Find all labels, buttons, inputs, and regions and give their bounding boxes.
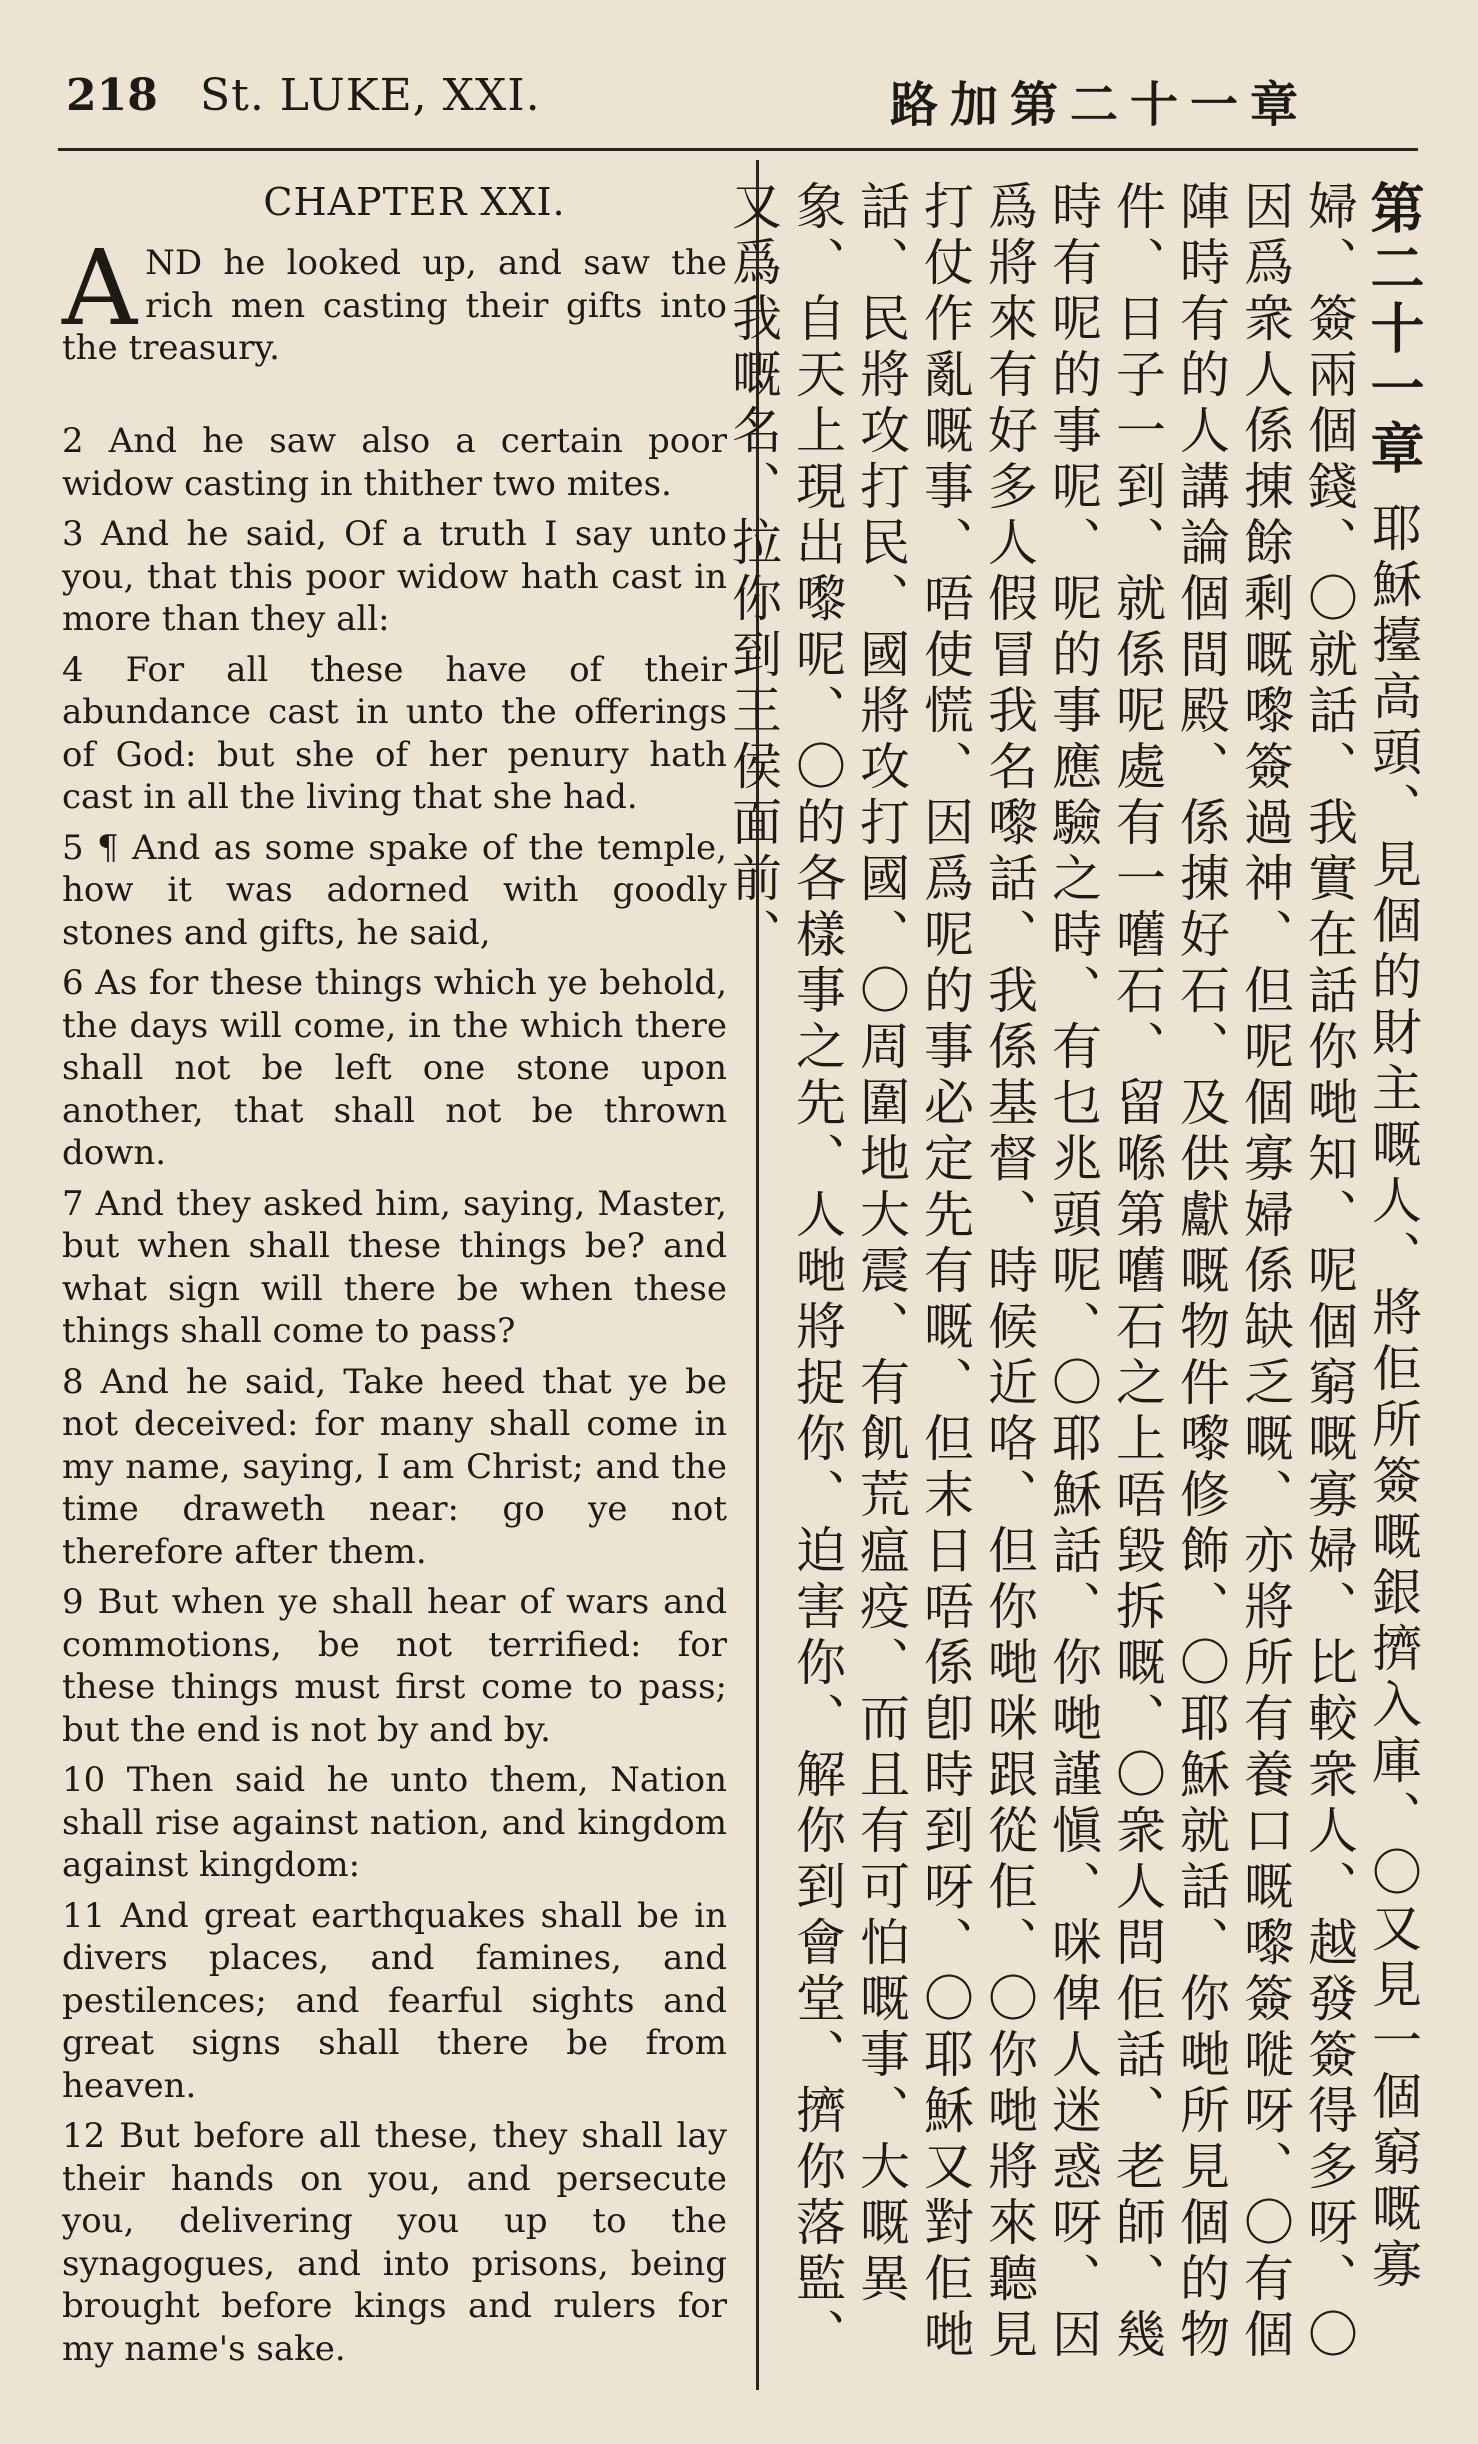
running-title: St. LUKE, XXI. — [200, 70, 541, 121]
chinese-text: 耶穌擡高頭、見個的財主嘅人、將佢所簽嘅銀擠入庫、〇又見一個窮嘅寡婦、簽兩個錢、〇就話、我實在話你哋知、呢個窮嘅寡婦、比較衆人、越發簽得多呀、〇因爲衆人係㨂餘剩嘅嚟簽過神、但呢個寡婦係缺乏嘅、亦將所有養口嘅嚟簽嘥呀、〇有個陣時有的人講論個間殿、係㨂好石、及供獻嘅物件嚟修飾、〇耶穌就話、你哋所見個的物件、日子一到、就係呢處有一嚿石、留喺第嚿石之上唔毀拆嘅、〇衆人問佢話、老師、幾時有呢的事呢、呢的事應驗之時、有乜兆頭呢、〇耶穌話、你哋謹愼、咪俾人迷惑呀、因爲將來有好多人假冒我名嚟話、我係基督、時候近咯、但你哋咪跟從佢、〇你哋將來聽見打仗作亂嘅事、唔使慌、因爲呢的事必定先有嘅、但末日唔係卽時到呀、〇耶穌又對佢哋話、民將攻打民、國將攻打國、〇周圍地大震、有飢荒瘟疫、而且有可怕嘅事、大嘅異象、自天上現出嚟呢、〇的各樣事之先、人哋將捉你、迫害你、解你到會堂、擠你落監、又爲我嘅名、拉你到王侯面前、 — [724, 180, 1422, 2364]
verse-4: 4 For all these have of their abundance cast in unto the offerings of God: but she of her penury hath cast in all the living that she had. — [62, 649, 727, 817]
verse-9: 9 But when ye shall hear of wars and commotions, be not terrified: for these things must first come to pass; but the end is not by and by. — [62, 1582, 727, 1750]
chinese-column — [724, 180, 1425, 2380]
verse-11: 11 And great earthquakes shall be in divers places, and famines, and pestilences; and fearful sights and great signs shall there be from heaven. — [62, 1895, 727, 2106]
verse-12: 12 But before all these, they shall lay their hands on you, and persecute you, delivering you up to the synagogues, and into prisons, being brought before kings and rulers for my name's sake. — [62, 2116, 727, 2369]
verse-5: 5 ¶ And as some spake of the temple, how it was adorned with goodly stones and gifts, he said, — [62, 827, 727, 953]
verse-7: 7 And they asked him, saying, Master, but when shall these things be? and what sign will there be when these things shall come to pass? — [62, 1183, 727, 1351]
chinese-chapter-heading: 第二十一章 — [1362, 180, 1425, 480]
verse-8: 8 And he said, Take heed that ye be not deceived: for many shall come in my name, saying, I am Christ; and the time draweth near: go ye not therefore after them. — [62, 1361, 727, 1572]
verse-3: 3 And he said, Of a truth I say unto you, that this poor widow hath cast in more than they all: — [62, 514, 727, 639]
chapter-title: CHAPTER XXI. — [263, 180, 566, 224]
running-title-chinese: 路加第二十一章 — [890, 77, 1311, 133]
verse-2: 2 And he saw also a certain poor widow casting in thither two mites. — [62, 421, 727, 504]
verse-1 — [62, 227, 727, 412]
english-column — [62, 180, 727, 2378]
verse-10: 10 Then said he unto them, Nation shall rise against nation, and kingdom against kingdom: — [62, 1760, 727, 1885]
verse-text: ND he looked up, and saw the rich men casting their gifts into the treasury. — [62, 243, 727, 368]
verse-6: 6 As for these things which ye behold, the days will come, in the which there shall not be left one stone upon another, that shall not be thrown down. — [62, 963, 727, 1173]
drop-cap: A — [62, 227, 138, 349]
page-number: 218 — [66, 70, 158, 121]
header-rule — [58, 148, 1418, 151]
